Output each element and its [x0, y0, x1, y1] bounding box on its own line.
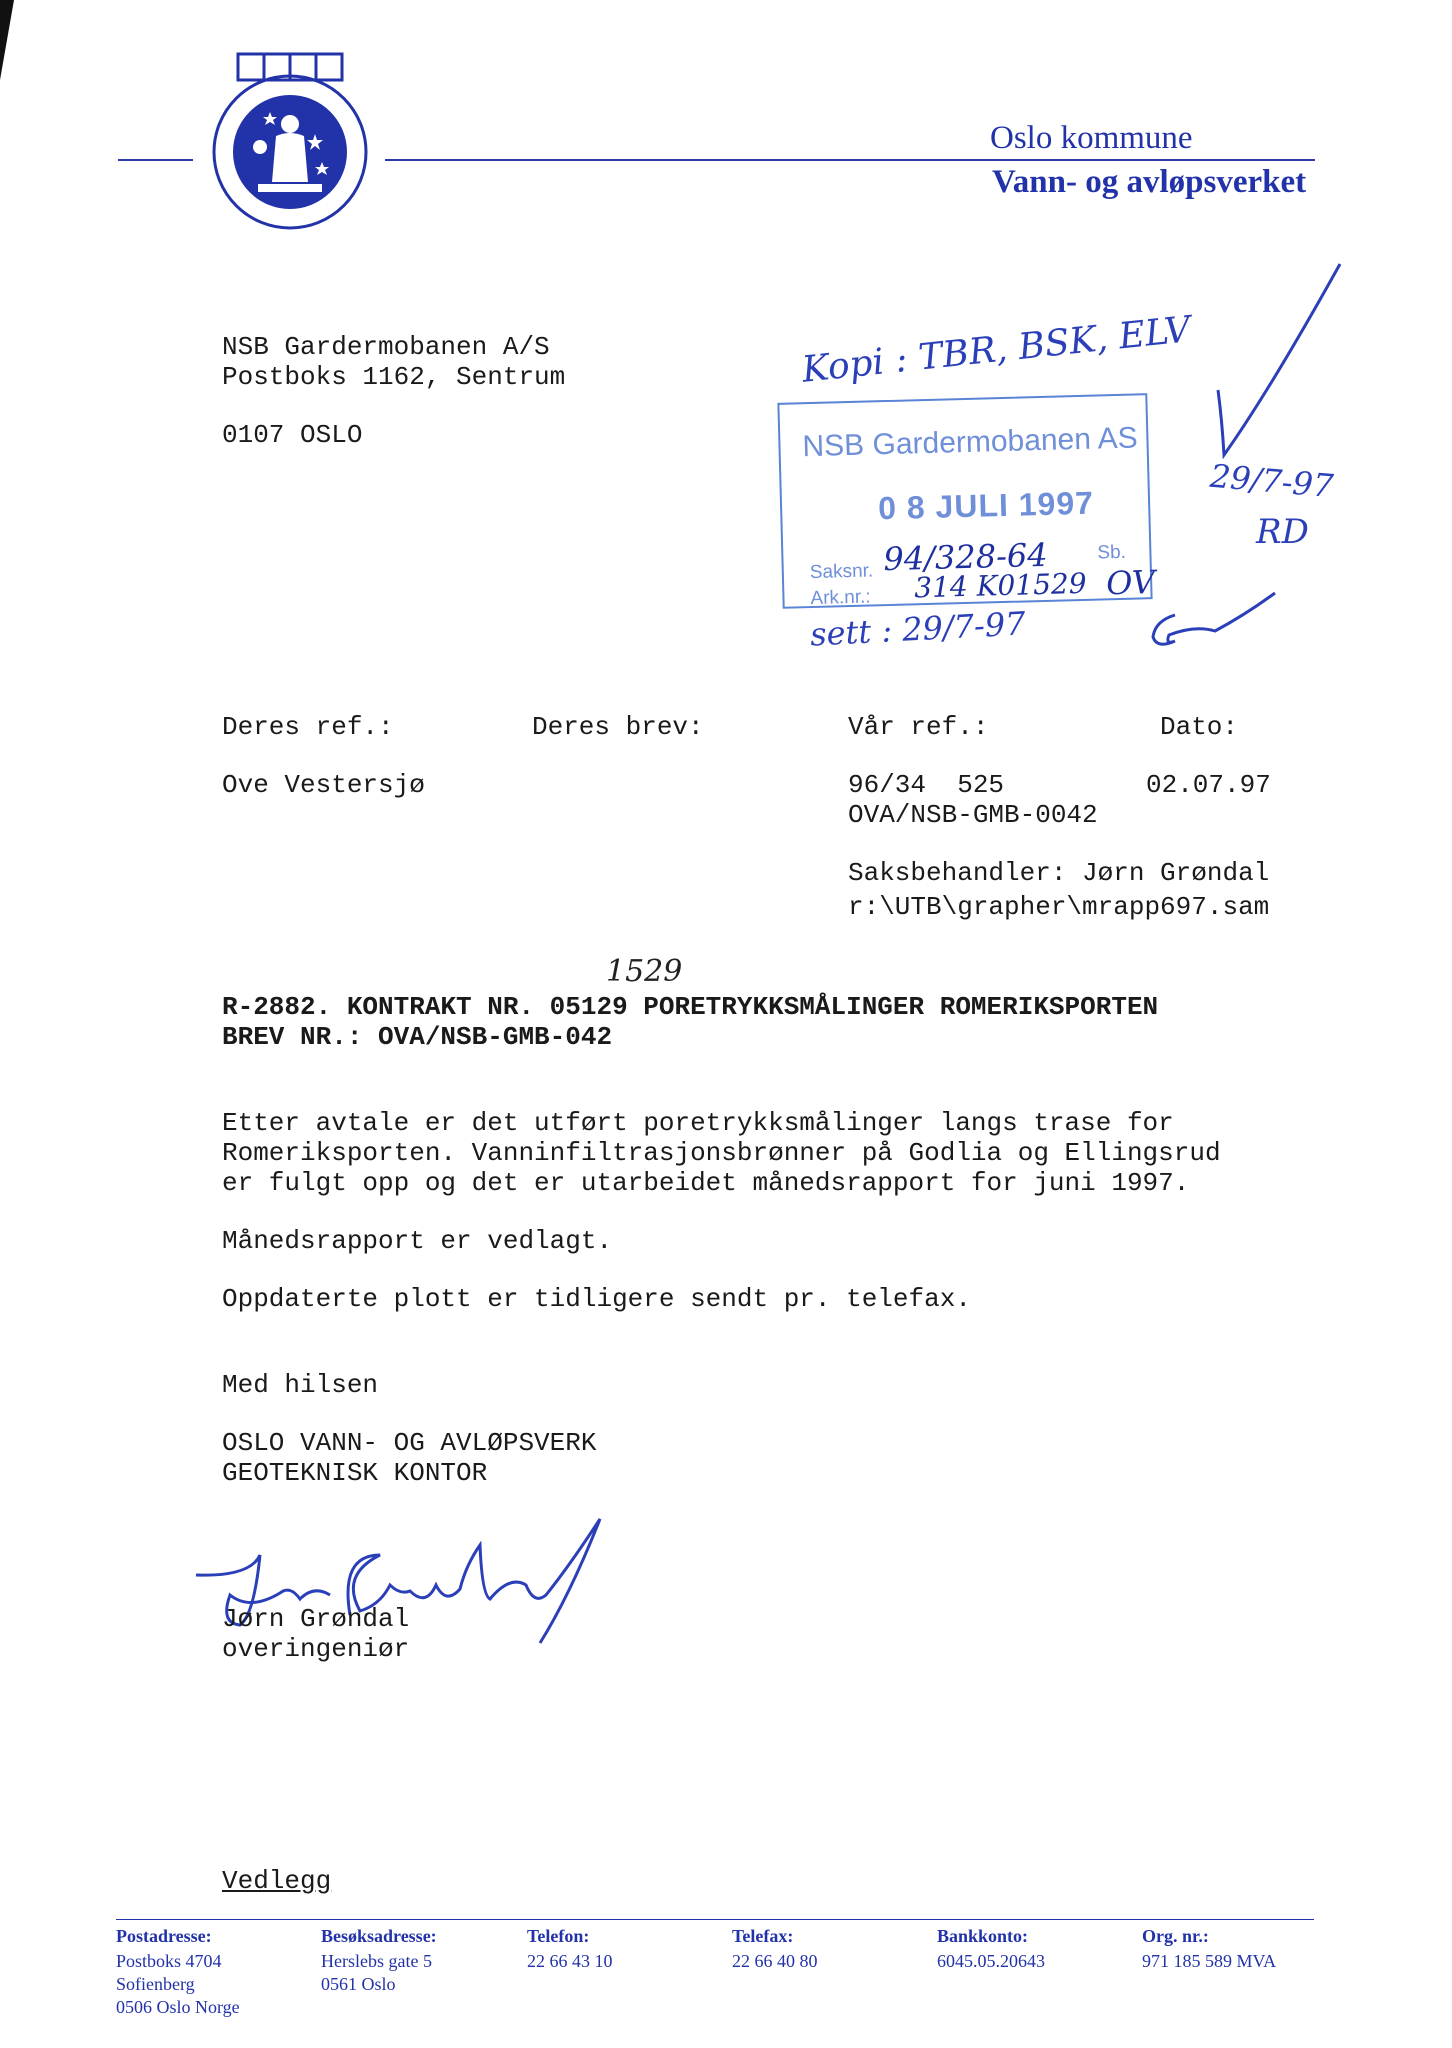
recipient-line3: 0107 OSLO — [222, 420, 363, 450]
file-path: r:\UTB\grapher\mrapp697.sam — [848, 892, 1270, 922]
footer-telefon-label: Telefon: — [527, 1926, 590, 1946]
footer-bankkonto-value: 6045.05.20643 — [937, 1951, 1045, 1971]
body-p2: Månedsrapport er vedlagt. — [222, 1226, 613, 1256]
var-ref-value2: OVA/NSB-GMB-0042 — [848, 800, 1098, 830]
oslo-seal-logo — [210, 52, 370, 232]
body-p1-line1: Etter avtale er det utført poretrykksmålinger langs trase for — [222, 1108, 1174, 1138]
footer-besoksadresse-label: Besøksadresse: — [321, 1926, 437, 1946]
scribble-signature-icon — [1135, 585, 1285, 660]
vedlegg-label: Vedlegg — [222, 1866, 332, 1896]
kopi-annotation: Kopi : TBR, BSK, ELV — [800, 309, 1193, 391]
org-name: Oslo kommune — [990, 120, 1193, 156]
sett-annotation: sett : 29/7-97 — [809, 604, 1027, 654]
footer-telefon-value: 22 66 43 10 — [527, 1951, 613, 1971]
footer-postadresse-label: Postadresse: — [116, 1926, 212, 1946]
received-stamp — [777, 393, 1156, 610]
date-annotation: 29/7-97 — [1208, 456, 1335, 506]
contract-note: 1529 — [606, 954, 683, 989]
stamp-arknr-value: 314 K01529 — [913, 566, 1087, 605]
footer-org-label: Org. nr.: — [1142, 1926, 1209, 1946]
initials-annotation: RD — [1256, 512, 1309, 552]
deres-ref-value: Ove Vestersjø — [222, 770, 425, 800]
dato-value: 02.07.97 — [1146, 770, 1271, 800]
footer-rule — [116, 1919, 1314, 1920]
recipient-line2: Postboks 1162, Sentrum — [222, 362, 566, 392]
saksbehandler: Saksbehandler: Jørn Grøndal — [848, 858, 1270, 888]
footer-postadresse-value: Postboks 4704 Sofienberg 0506 Oslo Norge — [116, 1951, 240, 2017]
recipient-line1: NSB Gardermobanen A/S — [222, 332, 550, 362]
closing-greeting: Med hilsen — [222, 1370, 379, 1400]
subject-line2: BREV NR.: OVA/NSB-GMB-042 — [222, 1022, 613, 1052]
var-ref-label: Vår ref.: — [848, 712, 989, 742]
stamp-saksnr-value: 94/328-64 — [882, 535, 1049, 579]
stamp-arknr-label: Ark.nr.: — [810, 586, 871, 610]
header-rule-right — [385, 159, 1315, 161]
closing-org1: OSLO VANN- OG AVLØPSVERK — [222, 1428, 597, 1458]
footer-org-value: 971 185 589 MVA — [1142, 1951, 1277, 1971]
scan-edge-mark — [0, 0, 14, 80]
header-rule-left — [118, 159, 193, 161]
stamp-sign: OV — [1105, 563, 1156, 603]
closing-org2: GEOTEKNISK KONTOR — [222, 1458, 488, 1488]
footer-telefax-label: Telefax: — [732, 1926, 794, 1946]
subject-line1: R-2882. KONTRAKT NR. 05129 PORETRYKKSMÅLINGER ROMERIKSPORTEN — [222, 992, 1159, 1022]
stamp-sb-label: Sb. — [1097, 541, 1127, 564]
var-ref-value1: 96/34 525 — [848, 770, 1005, 800]
check-mark-icon — [1210, 260, 1350, 465]
deres-brev-label: Deres brev: — [532, 712, 704, 742]
body-p1-line3: er fulgt opp og det er utarbeidet månedsrapport for juni 1997. — [222, 1168, 1190, 1198]
signer-name: Jørn Grøndal — [222, 1604, 410, 1634]
stamp-date: 0 8 JULI 1997 — [877, 484, 1095, 527]
dato-label: Dato: — [1160, 712, 1239, 742]
body-p1-line2: Romeriksporten. Vanninfiltrasjonsbrønner på Godlia og Ellingsrud — [222, 1138, 1221, 1168]
footer-besoksadresse-value: Herslebs gate 5 0561 Oslo — [321, 1951, 432, 1994]
signer-title: overingeniør — [222, 1634, 410, 1664]
stamp-company: NSB Gardermobanen AS — [802, 421, 1139, 464]
footer-telefax-value: 22 66 40 80 — [732, 1951, 818, 1971]
stamp-saksnr-label: Saksnr. — [809, 560, 874, 584]
org-department: Vann- og avløpsverket — [992, 164, 1307, 200]
footer-bankkonto-label: Bankkonto: — [937, 1926, 1029, 1946]
body-p3: Oppdaterte plott er tidligere sendt pr. telefax. — [222, 1284, 971, 1314]
deres-ref-label: Deres ref.: — [222, 712, 394, 742]
